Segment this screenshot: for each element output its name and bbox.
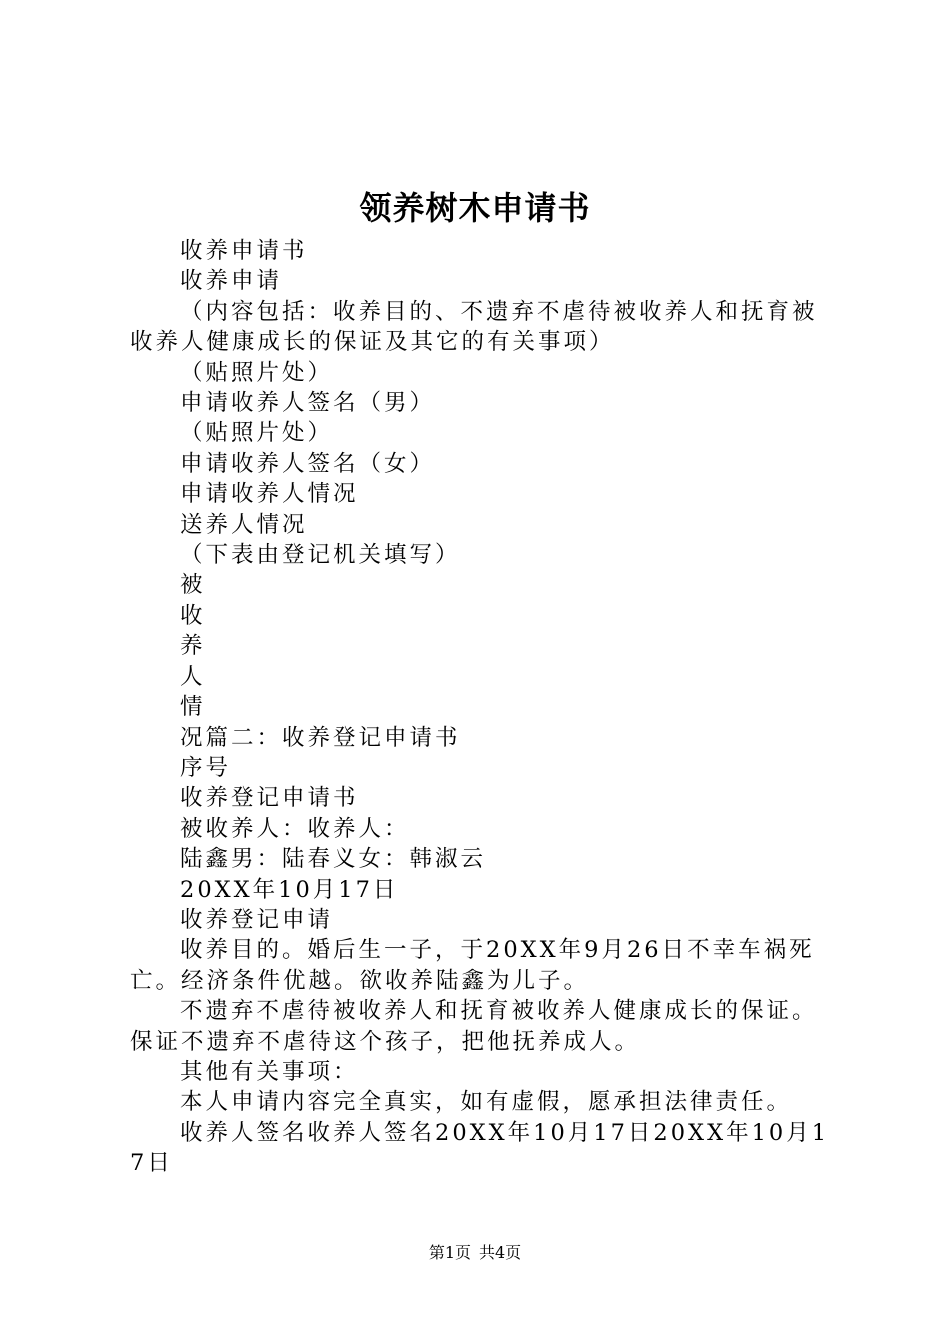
paragraph: 人 xyxy=(180,663,206,690)
paragraph: 收养登记申请 xyxy=(180,906,334,933)
paragraph: 收养目的。婚后生一子，于20XX年9月26日不幸车祸死亡。经济条件优越。欲收养陆鑫为儿子。 xyxy=(130,937,815,994)
document-title: 领养树木申请书 xyxy=(359,189,591,227)
paragraph: 申请收养人签名（女） xyxy=(180,450,436,477)
paragraph: 被 xyxy=(180,572,206,599)
paragraph: 收养申请书 xyxy=(180,238,308,264)
paragraph: 申请收养人签名（男） xyxy=(180,390,436,417)
paragraph: 20XX年10月17日 xyxy=(180,876,399,903)
paragraph: （内容包括：收养目的、不遗弃不虐待被收养人和抚育被收养人健康成长的保证及其它的有关事项） xyxy=(130,298,818,356)
paragraph: 收养申请 xyxy=(180,268,283,295)
paragraph: （贴照片处） xyxy=(180,359,334,386)
paragraph: 情 xyxy=(180,694,206,721)
paragraph: 收 xyxy=(180,602,206,629)
paragraph: 不遗弃不虐待被收养人和抚育被收养人健康成长的保证。保证不遗弃不虐待这个孩子，把他抚养成人。 xyxy=(130,998,818,1055)
paragraph: 被收养人：收养人： xyxy=(180,815,410,842)
page-total: 共4页 xyxy=(479,1243,522,1262)
paragraph: （贴照片处） xyxy=(180,420,334,447)
paragraph: 本人申请内容完全真实，如有虚假，愿承担法律责任。 xyxy=(180,1089,793,1116)
paragraph: 送养人情况 xyxy=(180,511,308,538)
paragraph: 况篇二：收养登记申请书 xyxy=(180,724,461,751)
paragraph: 陆鑫男：陆春义女：韩淑云 xyxy=(180,846,487,873)
paragraph: 收养人签名收养人签名20XX年10月17日20XX年10月17日 xyxy=(130,1119,830,1177)
paragraph: 收养登记申请书 xyxy=(180,785,359,812)
paragraph: 序号 xyxy=(180,754,232,781)
paragraph: （下表由登记机关填写） xyxy=(180,542,461,569)
page-number: 第1页 xyxy=(428,1243,471,1262)
page-footer xyxy=(0,1241,950,1265)
paragraph: 申请收养人情况 xyxy=(180,481,359,508)
paragraph: 养 xyxy=(180,633,206,660)
document-body xyxy=(130,236,832,1179)
paragraph: 其他有关事项： xyxy=(180,1058,359,1085)
